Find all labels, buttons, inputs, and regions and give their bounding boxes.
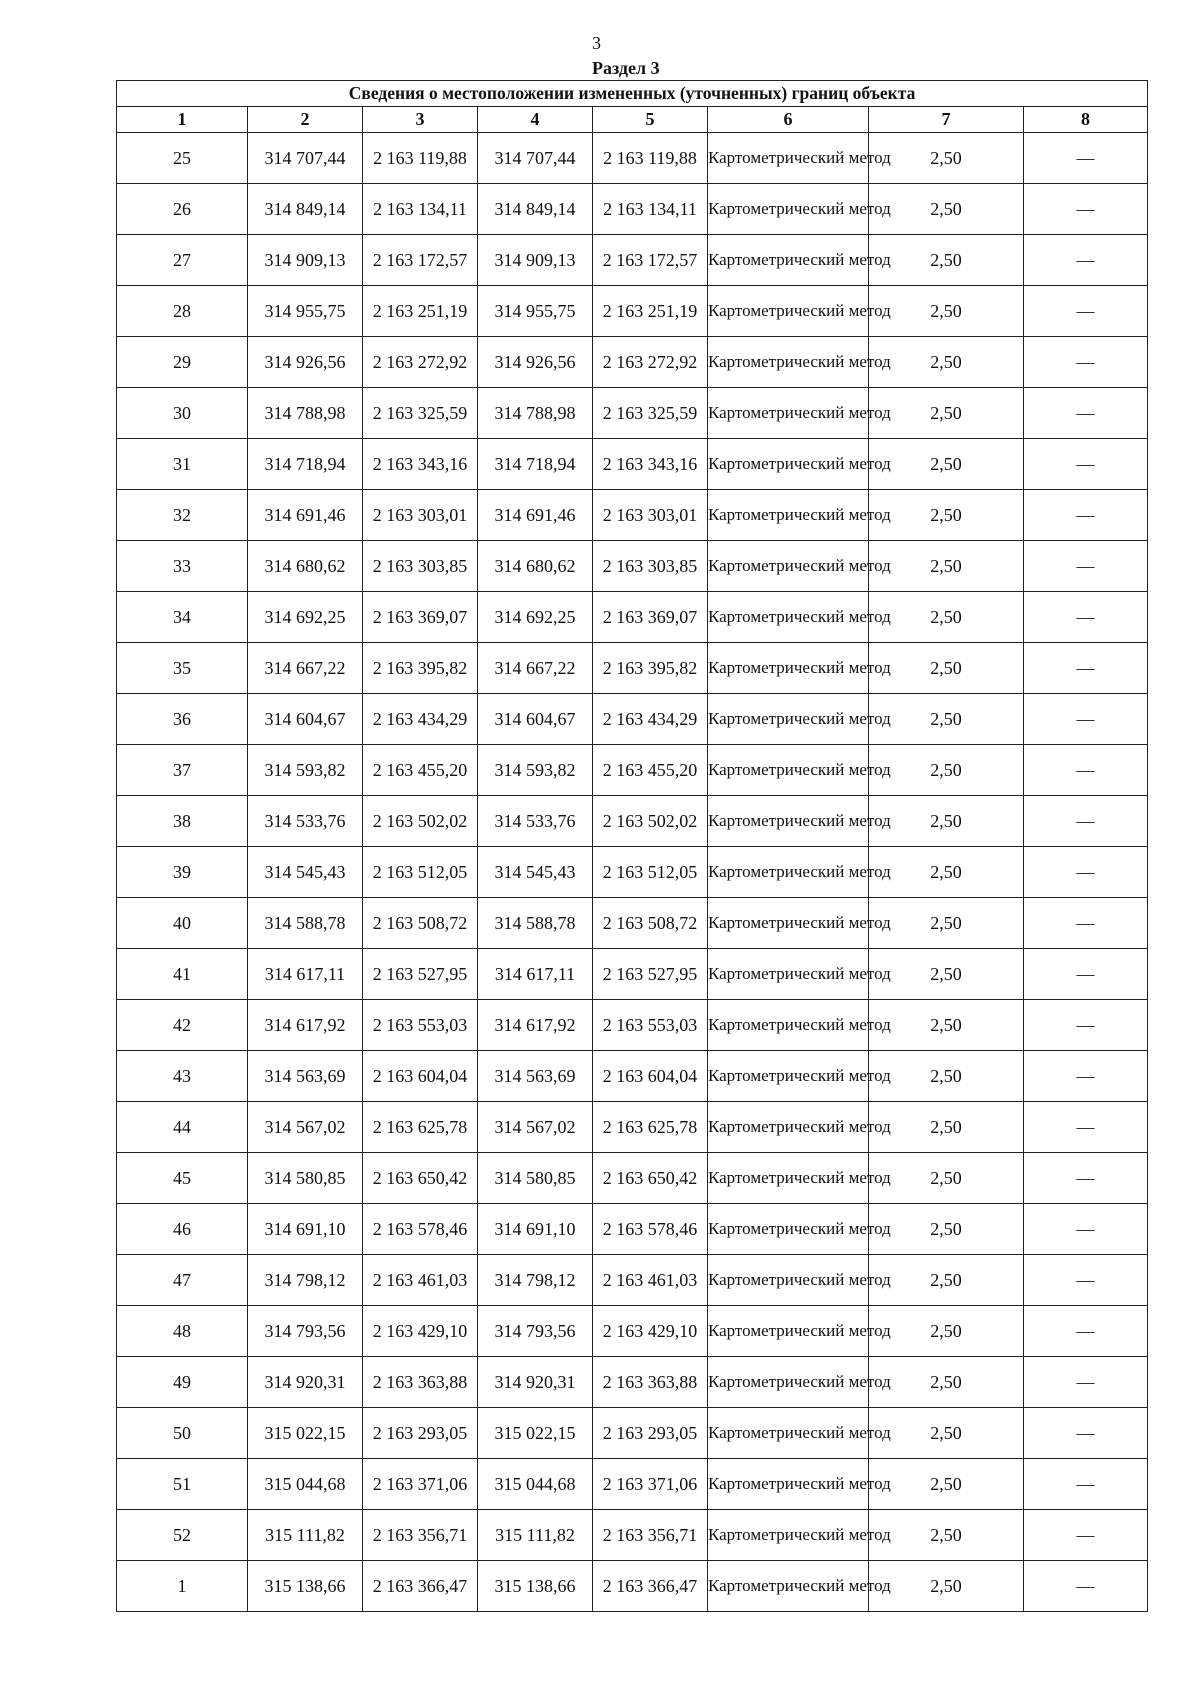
x-old-cell: 314 588,78 [248,898,363,949]
description-cell: — [1024,745,1148,796]
y-old-cell: 2 163 134,11 [363,184,478,235]
y-new-cell: 2 163 371,06 [593,1459,708,1510]
description-cell: — [1024,1000,1148,1051]
table-row [117,1102,1148,1153]
y-old-cell: 2 163 371,06 [363,1459,478,1510]
x-old-cell: 314 593,82 [248,745,363,796]
accuracy-cell: 2,50 [869,898,1024,949]
table-row [117,1510,1148,1561]
method-cell: Картометрический метод [708,337,869,388]
description-cell: — [1024,1102,1148,1153]
table-row [117,439,1148,490]
table-row [117,847,1148,898]
accuracy-cell: 2,50 [869,1357,1024,1408]
y-old-cell: 2 163 325,59 [363,388,478,439]
accuracy-cell: 2,50 [869,388,1024,439]
method-cell: Картометрический метод [708,541,869,592]
description-cell: — [1024,337,1148,388]
table-row [117,1357,1148,1408]
description-cell: — [1024,133,1148,184]
method-cell: Картометрический метод [708,1306,869,1357]
y-old-cell: 2 163 343,16 [363,439,478,490]
accuracy-cell: 2,50 [869,490,1024,541]
accuracy-cell: 2,50 [869,1408,1024,1459]
point-number-cell: 38 [117,796,248,847]
y-new-cell: 2 163 625,78 [593,1102,708,1153]
table-row [117,694,1148,745]
method-cell: Картометрический метод [708,439,869,490]
y-new-cell: 2 163 303,85 [593,541,708,592]
accuracy-cell: 2,50 [869,337,1024,388]
y-old-cell: 2 163 293,05 [363,1408,478,1459]
y-new-cell: 2 163 429,10 [593,1306,708,1357]
description-cell: — [1024,1459,1148,1510]
table-row [117,745,1148,796]
point-number-cell: 27 [117,235,248,286]
x-old-cell: 315 044,68 [248,1459,363,1510]
x-old-cell: 314 533,76 [248,796,363,847]
table-row [117,796,1148,847]
x-new-cell: 315 022,15 [478,1408,593,1459]
method-cell: Картометрический метод [708,286,869,337]
x-new-cell: 314 798,12 [478,1255,593,1306]
y-old-cell: 2 163 363,88 [363,1357,478,1408]
y-old-cell: 2 163 172,57 [363,235,478,286]
description-cell: — [1024,439,1148,490]
x-new-cell: 314 604,67 [478,694,593,745]
method-cell: Картометрический метод [708,745,869,796]
method-cell: Картометрический метод [708,1510,869,1561]
y-new-cell: 2 163 502,02 [593,796,708,847]
accuracy-cell: 2,50 [869,1459,1024,1510]
y-new-cell: 2 163 293,05 [593,1408,708,1459]
x-old-cell: 314 617,11 [248,949,363,1000]
y-new-cell: 2 163 369,07 [593,592,708,643]
y-new-cell: 2 163 366,47 [593,1561,708,1612]
table-caption: Сведения о местоположении измененных (уточненных) границ объекта [117,81,1148,107]
x-new-cell: 314 680,62 [478,541,593,592]
description-cell: — [1024,541,1148,592]
x-old-cell: 314 692,25 [248,592,363,643]
y-old-cell: 2 163 527,95 [363,949,478,1000]
y-old-cell: 2 163 578,46 [363,1204,478,1255]
x-new-cell: 314 692,25 [478,592,593,643]
point-number-cell: 50 [117,1408,248,1459]
accuracy-cell: 2,50 [869,1561,1024,1612]
accuracy-cell: 2,50 [869,847,1024,898]
x-old-cell: 315 111,82 [248,1510,363,1561]
x-new-cell: 314 920,31 [478,1357,593,1408]
method-cell: Картометрический метод [708,133,869,184]
table-row [117,1204,1148,1255]
method-cell: Картометрический метод [708,796,869,847]
x-old-cell: 314 545,43 [248,847,363,898]
y-old-cell: 2 163 455,20 [363,745,478,796]
point-number-cell: 51 [117,1459,248,1510]
table-row [117,1408,1148,1459]
x-new-cell: 314 580,85 [478,1153,593,1204]
point-number-cell: 36 [117,694,248,745]
table-row [117,898,1148,949]
x-old-cell: 314 920,31 [248,1357,363,1408]
y-old-cell: 2 163 251,19 [363,286,478,337]
description-cell: — [1024,1561,1148,1612]
description-cell: — [1024,898,1148,949]
x-new-cell: 314 707,44 [478,133,593,184]
column-number-4: 4 [478,107,593,133]
page-number: 3 [592,33,601,53]
method-cell: Картометрический метод [708,1561,869,1612]
description-cell: — [1024,1510,1148,1561]
point-number-cell: 42 [117,1000,248,1051]
table-row [117,133,1148,184]
method-cell: Картометрический метод [708,490,869,541]
y-old-cell: 2 163 461,03 [363,1255,478,1306]
x-new-cell: 314 691,46 [478,490,593,541]
x-new-cell: 314 617,11 [478,949,593,1000]
method-cell: Картометрический метод [708,388,869,439]
y-new-cell: 2 163 527,95 [593,949,708,1000]
y-new-cell: 2 163 251,19 [593,286,708,337]
method-cell: Картометрический метод [708,1000,869,1051]
y-old-cell: 2 163 356,71 [363,1510,478,1561]
y-new-cell: 2 163 650,42 [593,1153,708,1204]
column-number-3: 3 [363,107,478,133]
point-number-cell: 52 [117,1510,248,1561]
point-number-cell: 49 [117,1357,248,1408]
x-old-cell: 314 909,13 [248,235,363,286]
x-new-cell: 315 138,66 [478,1561,593,1612]
y-old-cell: 2 163 366,47 [363,1561,478,1612]
table-row [117,388,1148,439]
y-new-cell: 2 163 134,11 [593,184,708,235]
point-number-cell: 41 [117,949,248,1000]
y-old-cell: 2 163 429,10 [363,1306,478,1357]
description-cell: — [1024,1204,1148,1255]
y-new-cell: 2 163 363,88 [593,1357,708,1408]
point-number-cell: 33 [117,541,248,592]
x-new-cell: 314 691,10 [478,1204,593,1255]
y-new-cell: 2 163 461,03 [593,1255,708,1306]
point-number-cell: 26 [117,184,248,235]
y-old-cell: 2 163 502,02 [363,796,478,847]
accuracy-cell: 2,50 [869,1255,1024,1306]
x-new-cell: 314 617,92 [478,1000,593,1051]
point-number-cell: 45 [117,1153,248,1204]
method-cell: Картометрический метод [708,847,869,898]
point-number-cell: 46 [117,1204,248,1255]
column-number-1: 1 [117,107,248,133]
point-number-cell: 30 [117,388,248,439]
method-cell: Картометрический метод [708,1153,869,1204]
y-new-cell: 2 163 455,20 [593,745,708,796]
column-number-6: 6 [708,107,869,133]
accuracy-cell: 2,50 [869,184,1024,235]
accuracy-cell: 2,50 [869,1204,1024,1255]
description-cell: — [1024,490,1148,541]
column-number-7: 7 [869,107,1024,133]
x-old-cell: 314 718,94 [248,439,363,490]
description-cell: — [1024,184,1148,235]
point-number-cell: 44 [117,1102,248,1153]
y-new-cell: 2 163 553,03 [593,1000,708,1051]
table-row [117,337,1148,388]
y-old-cell: 2 163 303,85 [363,541,478,592]
description-cell: — [1024,1153,1148,1204]
method-cell: Картометрический метод [708,1102,869,1153]
description-cell: — [1024,388,1148,439]
x-new-cell: 314 849,14 [478,184,593,235]
x-new-cell: 314 545,43 [478,847,593,898]
description-cell: — [1024,592,1148,643]
column-number-8: 8 [1024,107,1148,133]
method-cell: Картометрический метод [708,1459,869,1510]
table-row [117,184,1148,235]
method-cell: Картометрический метод [708,898,869,949]
x-old-cell: 314 691,46 [248,490,363,541]
point-number-cell: 43 [117,1051,248,1102]
y-new-cell: 2 163 395,82 [593,643,708,694]
x-new-cell: 314 567,02 [478,1102,593,1153]
point-number-cell: 32 [117,490,248,541]
table-body [117,133,1148,1612]
y-new-cell: 2 163 325,59 [593,388,708,439]
description-cell: — [1024,949,1148,1000]
method-cell: Картометрический метод [708,1204,869,1255]
accuracy-cell: 2,50 [869,133,1024,184]
x-old-cell: 314 604,67 [248,694,363,745]
y-old-cell: 2 163 303,01 [363,490,478,541]
method-cell: Картометрический метод [708,592,869,643]
table-row [117,490,1148,541]
x-old-cell: 314 563,69 [248,1051,363,1102]
table-row [117,643,1148,694]
x-new-cell: 314 533,76 [478,796,593,847]
accuracy-cell: 2,50 [869,235,1024,286]
point-number-cell: 29 [117,337,248,388]
point-number-cell: 37 [117,745,248,796]
description-cell: — [1024,1255,1148,1306]
table-row [117,1561,1148,1612]
y-old-cell: 2 163 604,04 [363,1051,478,1102]
table-row [117,1306,1148,1357]
x-old-cell: 314 707,44 [248,133,363,184]
x-old-cell: 314 617,92 [248,1000,363,1051]
method-cell: Картометрический метод [708,184,869,235]
description-cell: — [1024,235,1148,286]
point-number-cell: 25 [117,133,248,184]
column-number-row [117,107,1148,133]
y-new-cell: 2 163 578,46 [593,1204,708,1255]
description-cell: — [1024,694,1148,745]
table-row [117,1051,1148,1102]
y-old-cell: 2 163 119,88 [363,133,478,184]
y-new-cell: 2 163 119,88 [593,133,708,184]
table-row [117,592,1148,643]
y-old-cell: 2 163 553,03 [363,1000,478,1051]
table-row [117,1459,1148,1510]
y-old-cell: 2 163 625,78 [363,1102,478,1153]
x-old-cell: 314 691,10 [248,1204,363,1255]
section-title: Раздел 3 [592,58,660,78]
x-new-cell: 314 926,56 [478,337,593,388]
y-new-cell: 2 163 172,57 [593,235,708,286]
coordinates-table [116,80,1148,1612]
x-new-cell: 314 793,56 [478,1306,593,1357]
y-new-cell: 2 163 303,01 [593,490,708,541]
x-old-cell: 314 788,98 [248,388,363,439]
table-row [117,286,1148,337]
method-cell: Картометрический метод [708,643,869,694]
y-new-cell: 2 163 356,71 [593,1510,708,1561]
method-cell: Картометрический метод [708,1051,869,1102]
x-new-cell: 314 563,69 [478,1051,593,1102]
table-row [117,949,1148,1000]
method-cell: Картометрический метод [708,235,869,286]
point-number-cell: 28 [117,286,248,337]
accuracy-cell: 2,50 [869,541,1024,592]
y-new-cell: 2 163 604,04 [593,1051,708,1102]
y-old-cell: 2 163 650,42 [363,1153,478,1204]
method-cell: Картометрический метод [708,949,869,1000]
x-old-cell: 314 680,62 [248,541,363,592]
x-old-cell: 314 798,12 [248,1255,363,1306]
method-cell: Картометрический метод [708,1357,869,1408]
y-old-cell: 2 163 272,92 [363,337,478,388]
y-new-cell: 2 163 434,29 [593,694,708,745]
column-number-5: 5 [593,107,708,133]
method-cell: Картометрический метод [708,694,869,745]
x-new-cell: 314 593,82 [478,745,593,796]
y-new-cell: 2 163 343,16 [593,439,708,490]
x-new-cell: 314 788,98 [478,388,593,439]
accuracy-cell: 2,50 [869,694,1024,745]
accuracy-cell: 2,50 [869,796,1024,847]
y-new-cell: 2 163 272,92 [593,337,708,388]
description-cell: — [1024,1306,1148,1357]
point-number-cell: 47 [117,1255,248,1306]
y-old-cell: 2 163 395,82 [363,643,478,694]
y-new-cell: 2 163 508,72 [593,898,708,949]
description-cell: — [1024,643,1148,694]
x-new-cell: 314 955,75 [478,286,593,337]
y-new-cell: 2 163 512,05 [593,847,708,898]
accuracy-cell: 2,50 [869,949,1024,1000]
point-number-cell: 35 [117,643,248,694]
table-row [117,1255,1148,1306]
x-old-cell: 314 793,56 [248,1306,363,1357]
description-cell: — [1024,286,1148,337]
accuracy-cell: 2,50 [869,1102,1024,1153]
x-old-cell: 314 926,56 [248,337,363,388]
x-old-cell: 314 667,22 [248,643,363,694]
accuracy-cell: 2,50 [869,439,1024,490]
y-old-cell: 2 163 508,72 [363,898,478,949]
x-old-cell: 314 849,14 [248,184,363,235]
table-row [117,235,1148,286]
description-cell: — [1024,1051,1148,1102]
accuracy-cell: 2,50 [869,1510,1024,1561]
y-old-cell: 2 163 369,07 [363,592,478,643]
x-new-cell: 314 718,94 [478,439,593,490]
point-number-cell: 39 [117,847,248,898]
x-new-cell: 314 909,13 [478,235,593,286]
accuracy-cell: 2,50 [869,643,1024,694]
column-number-2: 2 [248,107,363,133]
point-number-cell: 34 [117,592,248,643]
description-cell: — [1024,847,1148,898]
x-old-cell: 314 580,85 [248,1153,363,1204]
description-cell: — [1024,796,1148,847]
description-cell: — [1024,1357,1148,1408]
y-old-cell: 2 163 434,29 [363,694,478,745]
accuracy-cell: 2,50 [869,1051,1024,1102]
point-number-cell: 1 [117,1561,248,1612]
accuracy-cell: 2,50 [869,1306,1024,1357]
accuracy-cell: 2,50 [869,1153,1024,1204]
table-row [117,1153,1148,1204]
x-old-cell: 315 022,15 [248,1408,363,1459]
x-old-cell: 314 955,75 [248,286,363,337]
table-row [117,1000,1148,1051]
y-old-cell: 2 163 512,05 [363,847,478,898]
description-cell: — [1024,1408,1148,1459]
x-new-cell: 315 044,68 [478,1459,593,1510]
accuracy-cell: 2,50 [869,286,1024,337]
x-new-cell: 314 667,22 [478,643,593,694]
accuracy-cell: 2,50 [869,1000,1024,1051]
point-number-cell: 31 [117,439,248,490]
method-cell: Картометрический метод [708,1408,869,1459]
x-old-cell: 314 567,02 [248,1102,363,1153]
point-number-cell: 48 [117,1306,248,1357]
x-new-cell: 315 111,82 [478,1510,593,1561]
x-new-cell: 314 588,78 [478,898,593,949]
point-number-cell: 40 [117,898,248,949]
accuracy-cell: 2,50 [869,592,1024,643]
x-old-cell: 315 138,66 [248,1561,363,1612]
method-cell: Картометрический метод [708,1255,869,1306]
table-row [117,541,1148,592]
accuracy-cell: 2,50 [869,745,1024,796]
